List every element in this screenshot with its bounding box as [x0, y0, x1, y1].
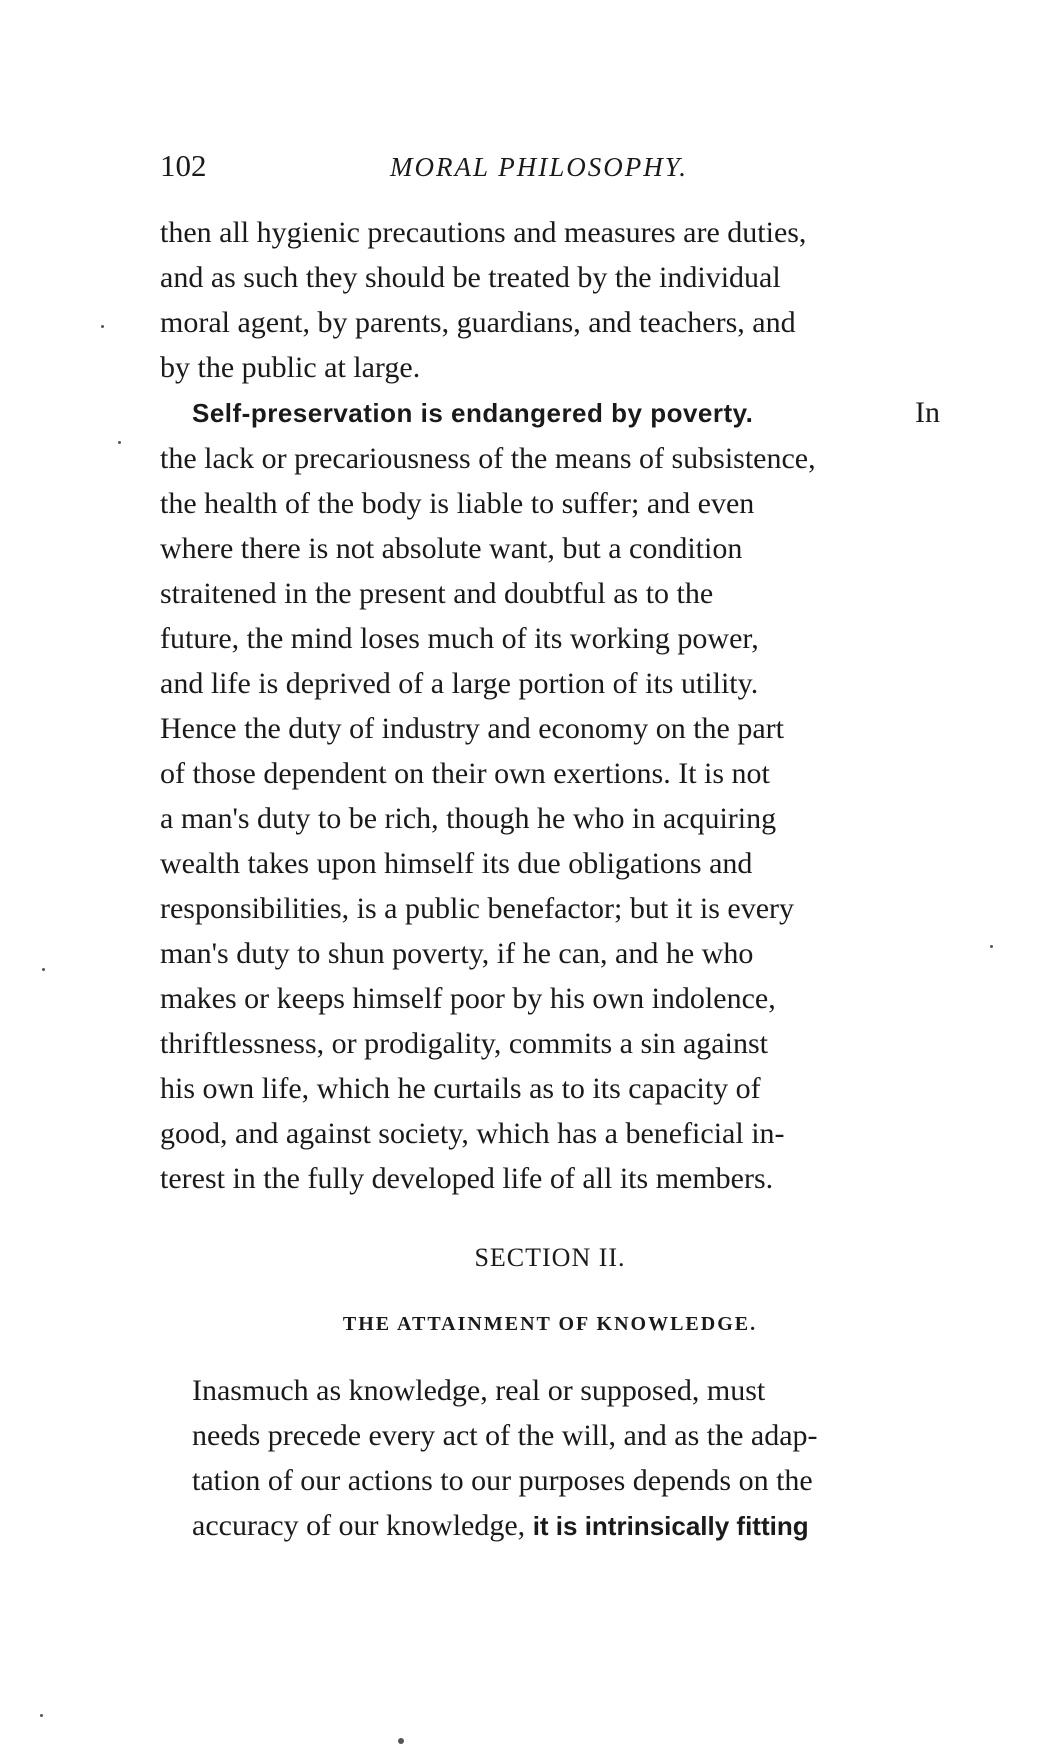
running-title: MORAL PHILOSOPHY. — [390, 152, 689, 182]
paragraph-poverty — [160, 390, 940, 1201]
paragraph-lead: Self-preservation is endangered by poverty. — [192, 398, 754, 428]
text-line: and as such they should be treated by the individual — [160, 261, 781, 294]
text-line: then all hygienic precautions and measures are duties, — [160, 216, 807, 249]
running-head — [160, 148, 940, 188]
text-line: the health of the body is liable to suffer; and even — [160, 487, 755, 520]
page-number: 102 — [160, 148, 207, 183]
text-line — [160, 390, 940, 436]
text-line: straitened in the present and doubtful as to the — [160, 577, 714, 610]
scan-speck — [118, 441, 121, 444]
text-line: the lack or precariousness of the means of subsistence, — [160, 442, 816, 475]
text-line: of those dependent on their own exertions. It is not — [160, 757, 770, 790]
text-line: Hence the duty of industry and economy on the part — [160, 712, 784, 745]
scan-speck — [40, 1714, 43, 1717]
scan-speck — [42, 968, 45, 971]
section-heading: SECTION II. — [474, 1243, 626, 1272]
scan-speck — [101, 325, 104, 328]
text-bold: it is intrinsically fitting — [532, 1511, 809, 1541]
text-line: and life is deprived of a large portion of its utility. — [160, 667, 759, 700]
lead-tail: In — [915, 396, 940, 429]
text-line: tation of our actions to our purposes depends on the — [192, 1464, 813, 1497]
text-line — [160, 1503, 940, 1549]
paragraph-continuation — [160, 210, 940, 390]
text-line: a man's duty to be rich, though he who in acquiring — [160, 802, 777, 835]
scan-speck — [990, 945, 993, 948]
text-line: thriftlessness, or prodigality, commits a sin against — [160, 1027, 768, 1060]
paragraph-knowledge — [160, 1368, 940, 1549]
text-plain: accuracy of our knowledge, — [192, 1509, 526, 1542]
text-line: his own life, which he curtails as to its capacity of — [160, 1072, 761, 1105]
text-line: by the public at large. — [160, 351, 421, 384]
text-line: Inasmuch as knowledge, real or supposed, must — [192, 1374, 766, 1407]
text-line: responsibilities, is a public benefactor; but it is every — [160, 892, 795, 925]
text-line: needs precede every act of the will, and as the adap- — [192, 1419, 818, 1452]
text-line: where there is not absolute want, but a condition — [160, 532, 743, 565]
text-line: future, the mind loses much of its working power, — [160, 622, 759, 655]
scan-speck — [398, 1738, 404, 1744]
text-line: man's duty to shun poverty, if he can, and he who — [160, 937, 754, 970]
text-line: makes or keeps himself poor by his own indolence, — [160, 982, 776, 1015]
book-page — [160, 0, 940, 1762]
text-line: wealth takes upon himself its due obligations and — [160, 847, 753, 880]
section-title: THE ATTAINMENT OF KNOWLEDGE. — [342, 1313, 758, 1335]
text-line: terest in the fully developed life of all its members. — [160, 1162, 774, 1195]
text-line: moral agent, by parents, guardians, and teachers, and — [160, 306, 796, 339]
text-line: good, and against society, which has a beneficial in- — [160, 1117, 785, 1150]
